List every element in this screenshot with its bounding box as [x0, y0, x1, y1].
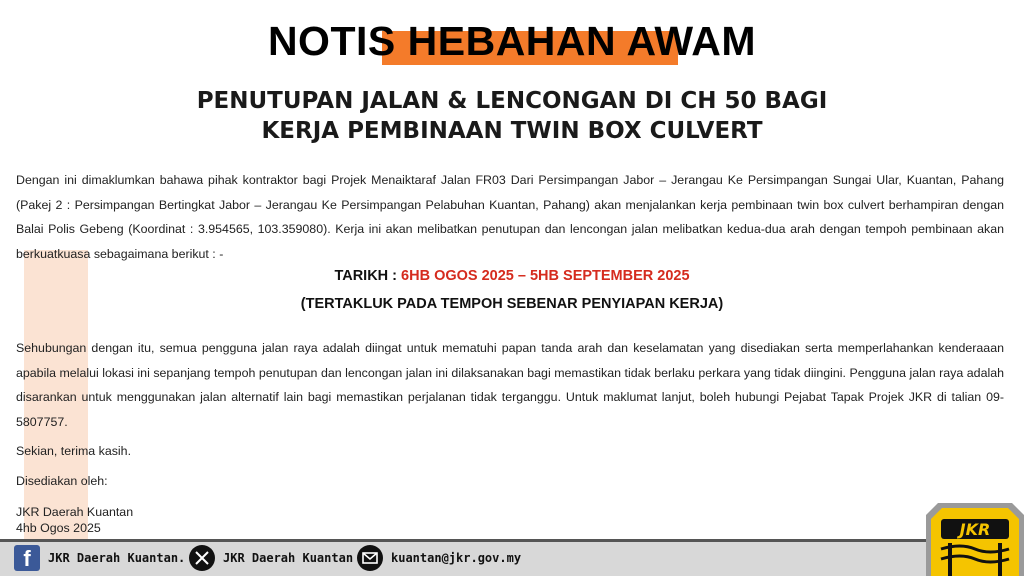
x-label: JKR Daerah Kuantan	[223, 551, 354, 565]
footer-x[interactable]	[189, 545, 353, 571]
svg-text:JKR: JKR	[959, 520, 991, 539]
email-label: kuantan@jkr.gov.my	[391, 551, 522, 565]
notice-subtitle	[0, 86, 1024, 146]
footer-facebook[interactable]	[14, 545, 185, 571]
facebook-icon: f	[14, 545, 40, 571]
issuer-name: JKR Daerah Kuantan	[16, 505, 134, 519]
closing-thanks: Sekian, terima kasih.	[16, 444, 132, 458]
notice-paragraph-2: Sehubungan dengan itu, semua pengguna jalan raya adalah diingat untuk mematuhi papan tanda arah dan keselamatan yang disediakan serta memperlahankan kenderaaan apabila melalui lokasi ini sepanjang tempoh penutupan dan lencongan jalan ini dilaksanakan bagi memastikan tidak berlaku perkara yang tidak diingini. Pengguna jalan raya adalah disarankan untuk menggunakan jalan alternatif lain bagi memastikan perjalanan tidak terganggu. Untuk maklumat lanjut, boleh hubungi Pejabat Tapak Projek JKR di talian 09-5807757.	[16, 341, 1004, 429]
envelope-icon	[357, 545, 383, 571]
facebook-label: JKR Daerah Kuantan.	[48, 551, 186, 565]
notice-paragraph-1: Dengan ini dimaklumkan bahawa pihak kontraktor bagi Projek Menaiktaraf Jalan FR03 Dari Persimpangan Jabor – Jerangau Ke Persimpangan Sungai Ular, Kuantan, Pahang (Pakej 2 : Persimpangan Bertingkat Jabor – Jerangau Ke Persimpangan Pelabuhan Kuantan, Pahang) akan menjalankan kerja pembinaan twin box culvert berhampiran dengan Balai Polis Gebeng (Koordinat : 3.954565, 103.359080). Kerja ini akan melibatkan penutupan dan lencongan jalan melibatkan kedua-dua arah dengan tempoh pembinaan akan berkuatkuasa sebagaimana berikut : -	[16, 173, 1004, 261]
jkr-logo	[926, 499, 1024, 576]
x-logo-icon	[189, 545, 215, 571]
date-label: TARIKH :	[334, 268, 402, 284]
prepared-by-label: Disediakan oleh:	[16, 474, 108, 488]
issue-date: 4hb Ogos 2025	[16, 521, 101, 535]
subtitle-line-2: KERJA PEMBINAAN TWIN BOX CULVERT	[261, 118, 763, 144]
footer-divider	[0, 539, 930, 542]
date-line	[0, 268, 1024, 284]
page-title: NOTIS HEBAHAN AWAM	[267, 18, 757, 64]
date-value: 6HB OGOS 2025 – 5HB SEPTEMBER 2025	[401, 268, 690, 284]
subtitle-line-1: PENUTUPAN JALAN & LENCONGAN DI CH 50 BAGI	[196, 88, 828, 114]
date-note: (TERTAKLUK PADA TEMPOH SEBENAR PENYIAPAN KERJA)	[300, 296, 724, 312]
footer-email[interactable]	[357, 545, 521, 571]
